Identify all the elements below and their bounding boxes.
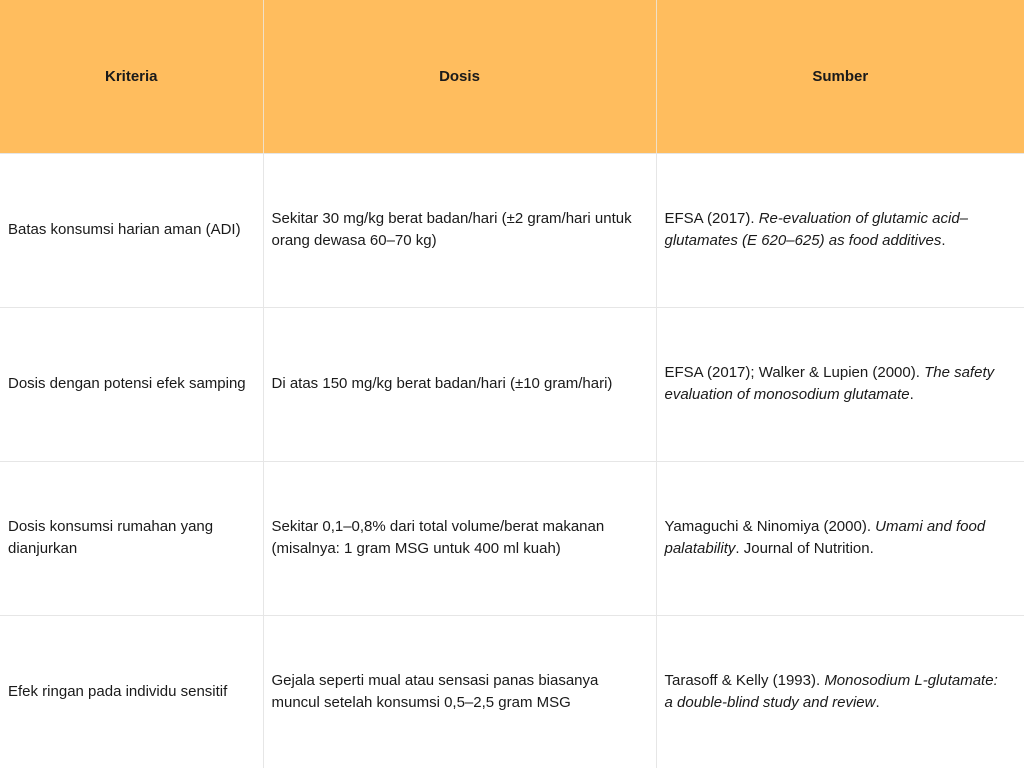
cell-kriteria: Dosis dengan potensi efek samping [0,307,263,461]
source-suffix: . [909,386,914,403]
cell-dosis: Di atas 150 mg/kg berat badan/hari (±10 gram/hari) [263,307,656,461]
table-row [0,153,1024,307]
source-title: Umami and food palatability [664,518,986,557]
cell-kriteria: Efek ringan pada individu sensitif [0,615,263,768]
cell-kriteria: Dosis konsumsi rumahan yang dianjurkan [0,461,263,615]
cell-dosis: Sekitar 0,1–0,8% dari total volume/berat makanan (misalnya: 1 gram MSG untuk 400 ml kuah) [263,461,656,615]
table-row [0,461,1024,615]
source-text: EFSA (2017); Walker & Lupien (2000). [664,364,925,381]
header-dosis: Dosis [263,0,656,153]
cell-dosis: Gejala seperti mual atau sensasi panas biasanya muncul setelah konsumsi 0,5–2,5 gram MSG [263,615,656,768]
source-text: Tarasoff & Kelly (1993). [664,672,825,689]
table-header-row [0,0,1024,153]
table-row [0,307,1024,461]
cell-sumber [656,615,1024,768]
source-title: Monosodium L-glutamate: a double-blind study and review [664,672,998,711]
cell-dosis: Sekitar 30 mg/kg berat badan/hari (±2 gram/hari untuk orang dewasa 60–70 kg) [263,153,656,307]
cell-sumber [656,153,1024,307]
source-text: EFSA (2017). [664,210,759,227]
source-suffix: . [875,694,880,711]
table-row [0,615,1024,768]
cell-sumber [656,307,1024,461]
cell-sumber [656,461,1024,615]
cell-kriteria: Batas konsumsi harian aman (ADI) [0,153,263,307]
source-suffix: . [941,232,946,249]
source-suffix: . Journal of Nutrition. [735,540,874,557]
header-kriteria: Kriteria [0,0,263,153]
source-text: Yamaguchi & Ninomiya (2000). [664,518,876,535]
source-title: The safety evaluation of monosodium glutamate [664,364,995,403]
source-title: Re-evaluation of glutamic acid–glutamates (E 620–625) as food additives [664,210,969,249]
header-sumber: Sumber [656,0,1024,153]
